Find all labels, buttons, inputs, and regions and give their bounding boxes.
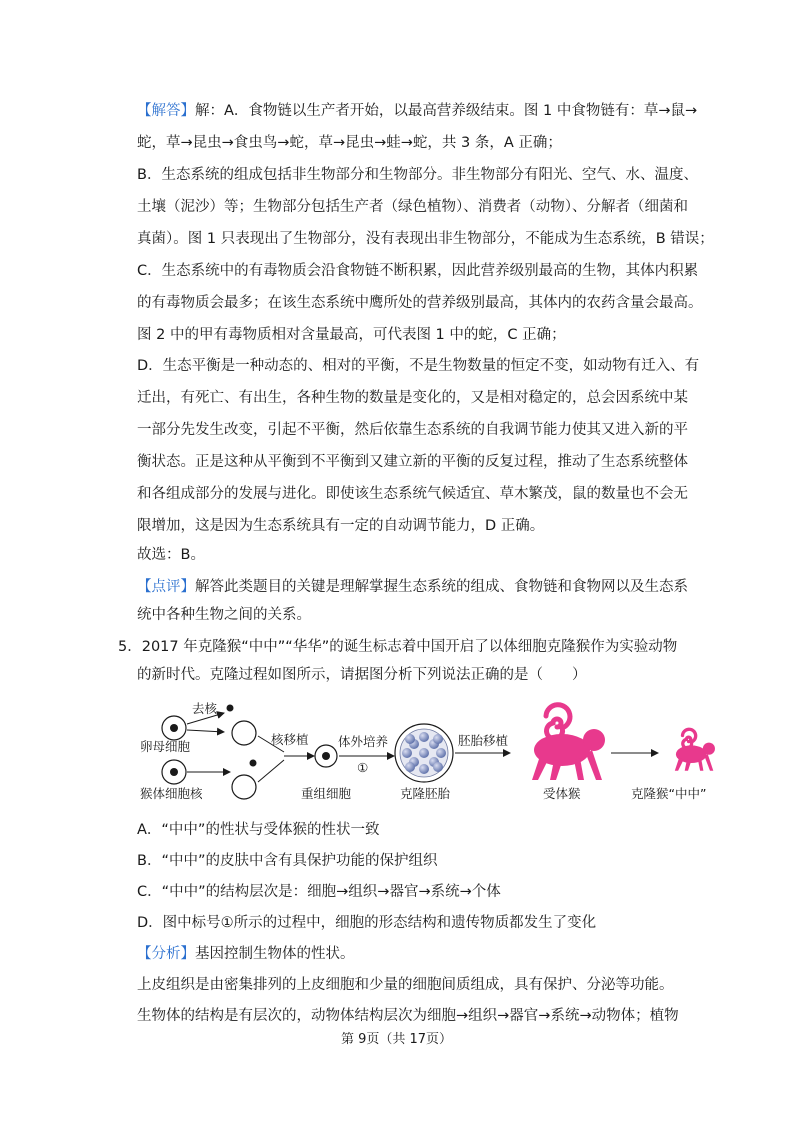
enucleated-arrow (187, 730, 224, 732)
answer-choice: 故选：B。 (137, 547, 205, 563)
answer-tag: 【解答】 (137, 103, 195, 119)
step-marker: ① (357, 760, 369, 775)
removed-nucleus (227, 705, 234, 712)
egg-cell-label: 卵母细胞 (140, 739, 191, 754)
cloned-monkey-icon (675, 729, 715, 770)
embryo-cell (419, 732, 429, 742)
option-a: A．“中中”的性状与受体猴的性状一致 (137, 822, 380, 838)
question-stem-2: 的新时代。克隆过程如图所示，请据图分析下列说法正确的是（ ） (137, 667, 587, 683)
answer-line-11: 一部分先发生改变，引起不平衡，然后依靠生态系统的自我调节能力使其又进入新的平 (137, 422, 688, 438)
comment-tag: 【点评】 (137, 579, 195, 595)
recipient-monkey-icon (532, 705, 605, 780)
option-d: D．图中标号①所示的过程中，细胞的形态结构和遗传物质都发生了变化 (137, 915, 597, 931)
recipient-monkey-label: 受体猴 (543, 786, 581, 801)
embryo-cell (405, 734, 415, 744)
embryo-cell (402, 748, 412, 758)
answer-line-12: 衡状态。正是这种从平衡到不平衡到又建立新的平衡的反复过程，推动了生态系统整体 (137, 454, 688, 470)
extracted-nucleus (250, 760, 257, 767)
answer-line-2: 蛇，草→昆虫→食虫鸟→蛇，草→昆虫→蛙→蛇，共 3 条，A 正确； (137, 135, 562, 151)
comment-line-1: 【点评】解答此类题目的关键是理解掌握生态系统的组成、食物链和食物网以及生态系 (137, 579, 688, 595)
recombined-cell-label: 重组细胞 (301, 786, 352, 801)
answer-line-6: C．生态系统中的有毒物质会沿食物链不断积累，因此营养级别最高的生物，其体内积累 (137, 263, 699, 279)
comment-line-2: 统中各种生物之间的关系。 (137, 607, 311, 623)
somatic-cell (162, 760, 186, 784)
answer-line-8: 图 2 中的甲有毒物质相对含量最高，可代表图 1 中的蛇，C 正确； (137, 327, 566, 343)
answer-line-4: 土壤（泥沙）等；生物部分包括生产者（绿色植物）、消费者（动物）、分解者（细菌和 (137, 199, 688, 215)
egg-cell (162, 716, 186, 740)
embryo-transfer-label: 胚胎移植 (458, 733, 509, 748)
answer-line-3: B．生态系统的组成包括非生物部分和生物部分。非生物部分有阳光、空气、水、温度、 (137, 167, 698, 183)
somatic-nucleus-label: 猴体细胞核 (140, 786, 203, 801)
embryo-cell (436, 748, 446, 758)
analysis-line-2: 上皮组织是由密集排列的上皮细胞和少量的细胞间质组成，具有保护、分泌等功能。 (137, 977, 674, 993)
analysis-tag: 【分析】 (137, 946, 195, 962)
recombined-cell (315, 745, 337, 767)
answer-line-10: 迁出，有死亡、有出生，各种生物的数量是变化的，又是相对稳定的，总会因系统中某 (137, 390, 688, 406)
enucleated-egg (232, 721, 256, 745)
page-footer: 第 9页（共 17页） (340, 1032, 453, 1047)
embryo-cell (433, 734, 443, 744)
answer-line-13: 和各组成部分的发展与进化。即使该生态系统气候适宜、草木繁茂，鼠的数量也不会无 (137, 486, 688, 502)
somatic-cell-empty (232, 775, 256, 799)
cloned-embryo (395, 724, 453, 782)
answer-line-9: D．生态平衡是一种动态的、相对的平衡，不是生物数量的恒定不变，如动物有迁入、有 (137, 358, 700, 374)
remove-nucleus-label: 去核 (192, 701, 218, 716)
cloned-monkey-label: 克隆猴“中中” (631, 786, 707, 801)
culture-label: 体外培养 (338, 734, 389, 749)
answer-line-14: 限增加，这是因为生态系统具有一定的自动调节能力，D 正确。 (137, 518, 545, 534)
cloning-diagram (118, 698, 738, 816)
answer-line-7: 的有毒物质会最多；在该生态系统中鹰所处的营养级别最高，其体内的农药含量会最高。 (137, 295, 703, 311)
embryo-cell (433, 762, 443, 772)
analysis-line-3: 生物体的结构是有层次的，动物体结构层次为细胞→组织→器官→系统→动物体；植物 (137, 1008, 679, 1024)
embryo-cell (419, 764, 429, 774)
answer-line-5: 真菌）。图 1 只表现出了生物部分，没有表现出非生物部分，不能成为生态系统，B 错误； (137, 231, 714, 247)
embryo-cell (419, 748, 429, 758)
answer-line-1: 【解答】解：A．食物链以生产者开始，以最高营养级结束。图 1 中食物链有：草→鼠→ (137, 103, 698, 119)
cloned-embryo-label: 克隆胚胎 (400, 786, 451, 801)
embryo-cell (405, 762, 415, 772)
option-b: B．“中中”的皮肤中含有具保护功能的保护组织 (137, 853, 438, 869)
analysis-line-1: 【分析】基因控制生物体的性状。 (137, 946, 355, 962)
nuclear-transfer-label: 核移植 (271, 732, 309, 747)
option-c: C．“中中”的结构层次是：细胞→组织→器官→系统→个体 (137, 884, 501, 900)
question-stem-1: 5．2017 年克隆猴“中中”“华华”的诞生标志着中国开启了以体细胞克隆猴作为实验动物 (118, 639, 678, 655)
